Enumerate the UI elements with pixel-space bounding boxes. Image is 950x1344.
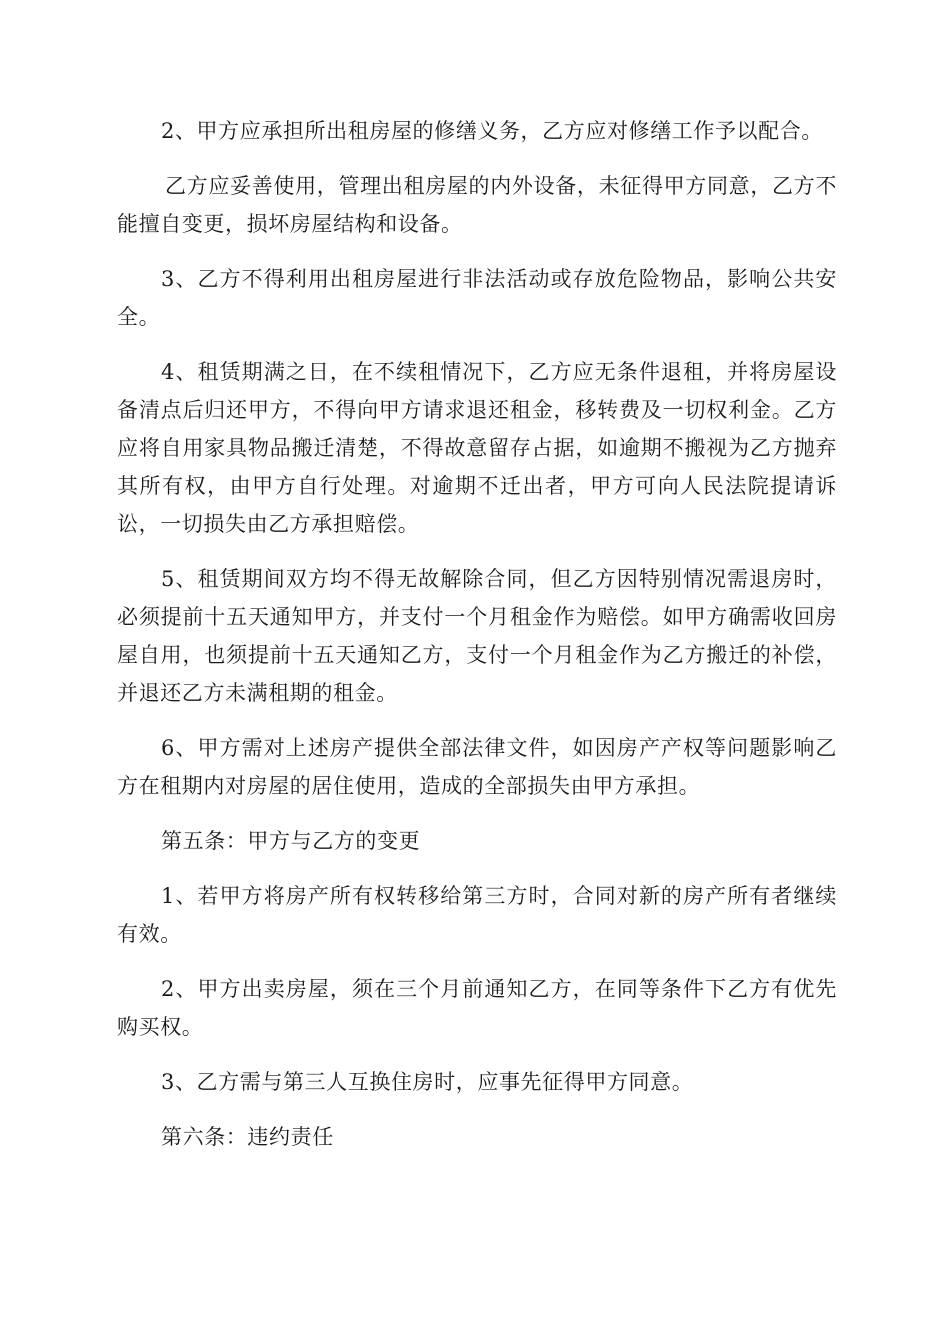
clause-4-item-6-legal-documents: 6、甲方需对上述房产提供全部法律文件，如因房产产权等问题影响乙方在租期内对房屋的居住使用，造成的全部损失由甲方承担。	[117, 736, 837, 798]
clause-5-item-3-housing-swap: 3、乙方需与第三人互换住房时，应事先征得甲方同意。	[161, 1070, 694, 1094]
clause-4-item-4-lease-expiry: 4、租赁期满之日，在不续租情况下，乙方应无条件退租，并将房屋设备清点后归还甲方，不得向甲方请求退还租金，移转费及一切权利金。乙方应将自用家具物品搬迁清楚，不得故意留存占据，如逾期不搬视为乙方抛弃其所有权，由甲方自行处理。对逾期不迁出者，甲方可向人民法院提请诉讼，一切损失由乙方承担赔偿。	[117, 360, 837, 536]
clause-4-tenant-care: 乙方应妥善使用，管理出租房屋的内外设备，未征得甲方同意，乙方不能擅自变更，损坏房屋结构和设备。	[117, 174, 837, 236]
clause-4-item-5-termination: 5、租赁期间双方均不得无故解除合同，但乙方因特别情况需退房时，必须提前十五天通知甲方，并支付一个月租金作为赔偿。如甲方确需收回房屋自用，也须提前十五天通知乙方，支付一个月租金作为乙方搬迁的补偿，并退还乙方未满租期的租金。	[117, 567, 837, 705]
document-body	[117, 112, 837, 1173]
clause-4-item-3-illegal-use: 3、乙方不得利用出租房屋进行非法活动或存放危险物品，影响公共安全。	[117, 267, 837, 329]
clause-5-item-2-sale-notice: 2、甲方出卖房屋，须在三个月前通知乙方，在同等条件下乙方有优先购买权。	[117, 977, 837, 1039]
article-5-heading: 第五条：甲方与乙方的变更	[161, 829, 421, 853]
clause-5-item-1-ownership-transfer: 1、若甲方将房产所有权转移给第三方时，合同对新的房产所有者继续有效。	[117, 884, 837, 946]
clause-4-item-2-repair: 2、甲方应承担所出租房屋的修缮义务，乙方应对修缮工作予以配合。	[161, 119, 823, 143]
article-6-heading: 第六条：违约责任	[161, 1125, 334, 1149]
